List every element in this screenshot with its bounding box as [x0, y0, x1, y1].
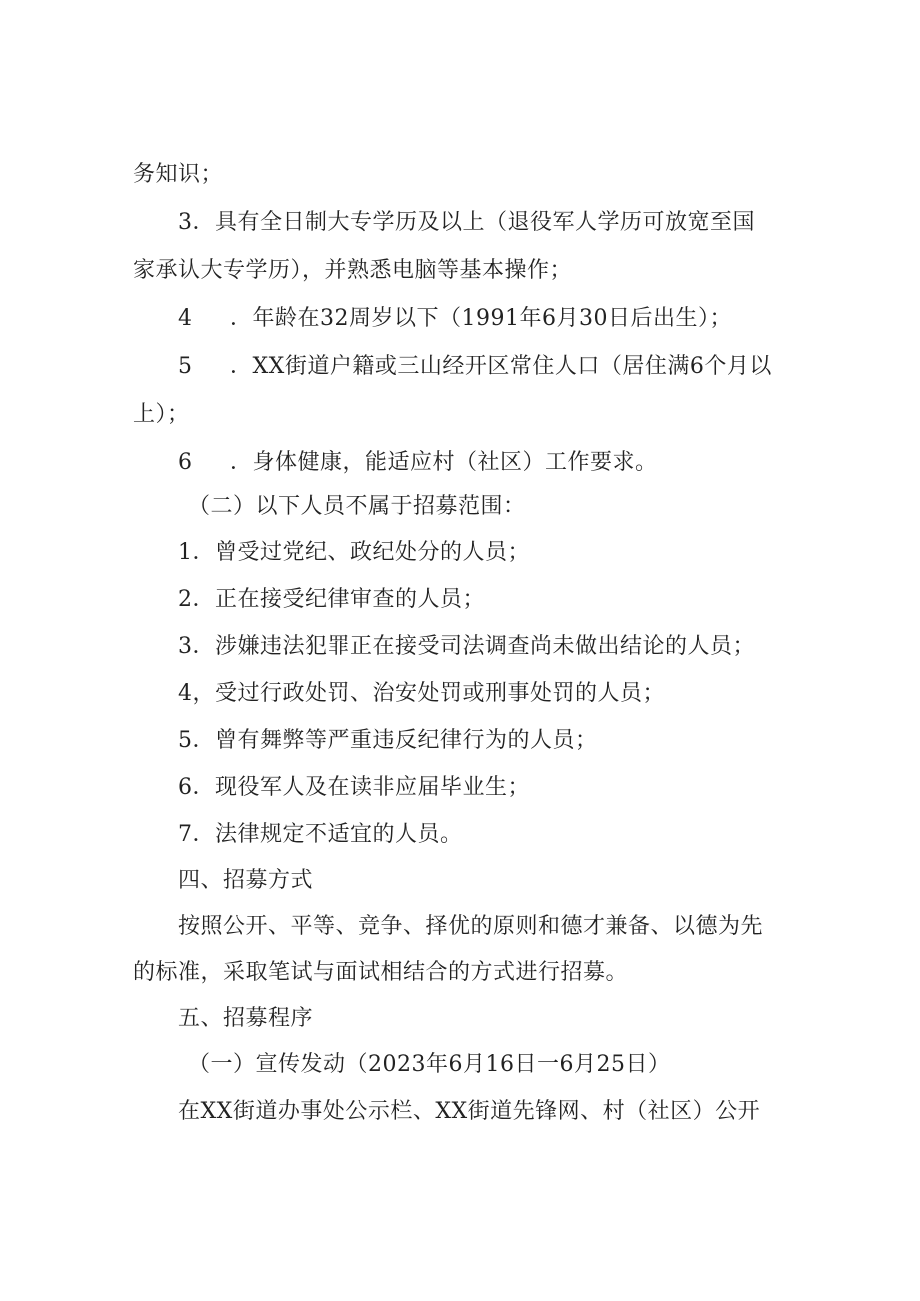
list-item: 1．曾受过党纪、政纪处分的人员； [178, 540, 530, 565]
text-line: 家承认大专学历），并熟悉电脑等基本操作； [133, 258, 573, 283]
text-line: 上）； [133, 402, 190, 427]
list-text: ．年龄在32周岁以下（1991年6月30日后出生）； [230, 306, 732, 331]
list-number: 5 [178, 354, 193, 379]
list-number: 4 [178, 306, 193, 331]
list-item: 7．法律规定不适宜的人员。 [178, 822, 463, 847]
paragraph-line: 按照公开、平等、竞争、择优的原则和德才兼备、以德为先 [178, 914, 764, 939]
section-heading: 五、招募程序 [178, 1006, 314, 1031]
list-item: 2．正在接受纪律审查的人员； [178, 587, 485, 612]
list-item: 6．现役军人及在读非应届毕业生； [178, 775, 530, 800]
section-subheading: （二）以下人员不属于招募范围： [188, 494, 526, 519]
list-item: 4，受过行政处罚、治安处罚或刑事处罚的人员； [178, 681, 665, 706]
paragraph-line: 的标准，采取笔试与面试相结合的方式进行招募。 [133, 960, 629, 985]
list-item [178, 448, 658, 478]
list-number: 6 [178, 450, 193, 475]
list-item: 3．具有全日制大专学历及以上（退役军人学历可放宽至国 [178, 210, 755, 235]
section-heading: 四、招募方式 [178, 868, 314, 893]
list-item [178, 304, 732, 334]
section-subheading: （一）宣传发动（2023年6月16日一6月25日） [188, 1052, 671, 1077]
paragraph-line: 在XX街道办事处公示栏、XX街道先锋网、村（社区）公开 [178, 1099, 761, 1124]
list-text: ．XX街道户籍或三山经开区常住人口（居住满6个月以 [230, 354, 772, 379]
list-text: ．身体健康，能适应村（社区）工作要求。 [230, 450, 658, 475]
list-item: 5．曾有舞弊等严重违反纪律行为的人员； [178, 728, 598, 753]
list-item [178, 352, 772, 382]
list-item: 3．涉嫌违法犯罪正在接受司法调查尚未做出结论的人员； [178, 634, 755, 659]
text-line: 务知识； [133, 162, 224, 187]
